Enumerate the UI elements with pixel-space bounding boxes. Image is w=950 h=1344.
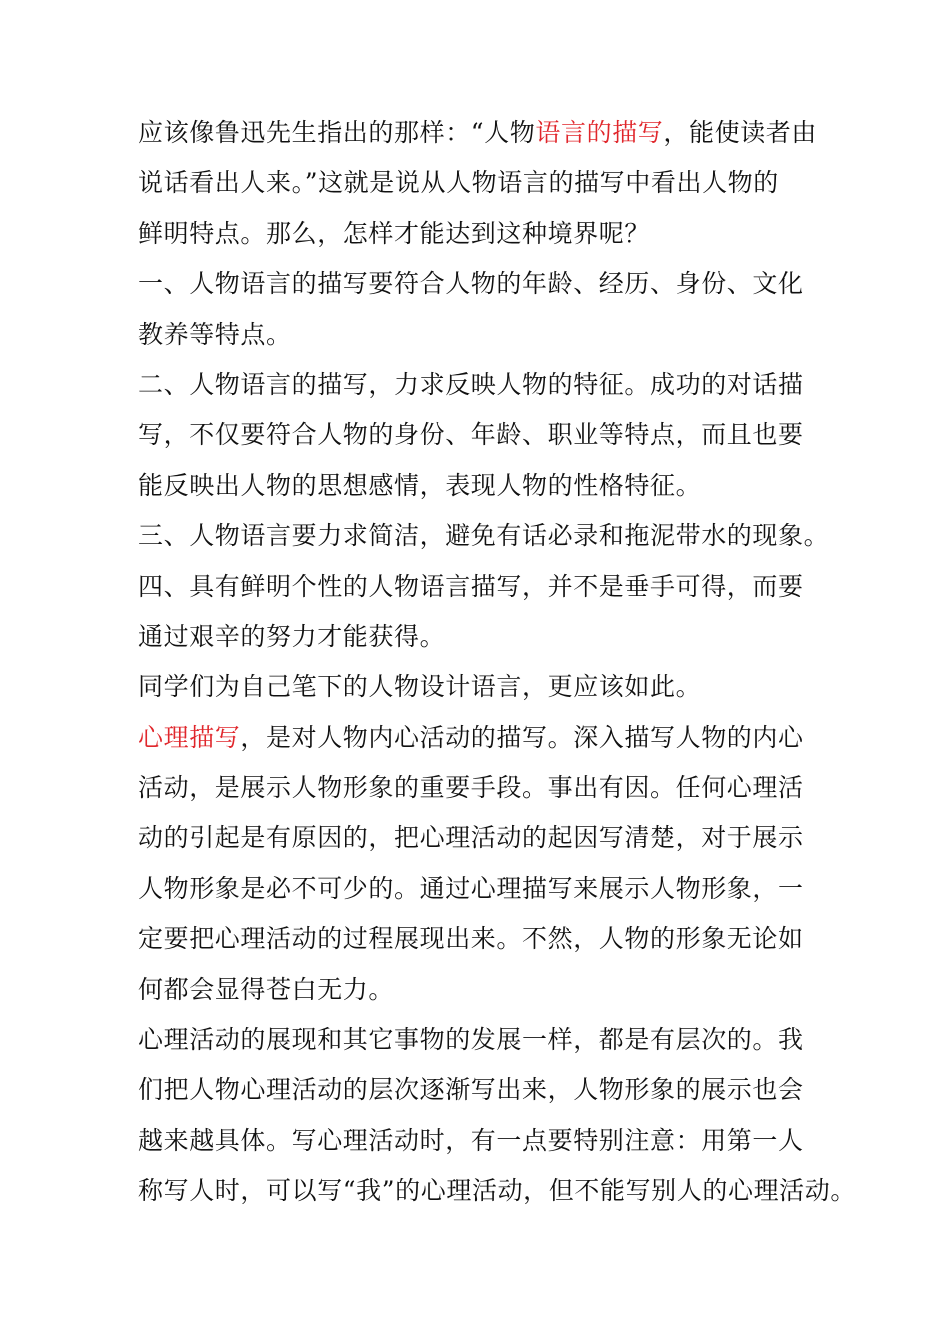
text-segment: 何都会显得苍白无力。 bbox=[138, 974, 395, 1004]
text-segment: 心理活动的展现和其它事物的发展一样，都是有层次的。我 bbox=[138, 1025, 804, 1055]
text-line bbox=[138, 259, 838, 309]
text-segment: 一、人物语言的描写要符合人物的年龄、经历、身份、文化 bbox=[138, 269, 804, 299]
text-segment: 定要把心理活动的过程展现出来。不然，人物的形象无论如 bbox=[138, 924, 804, 954]
text-line bbox=[138, 813, 838, 863]
text-segment: 活动，是展示人物形象的重要手段。事出有因。任何心理活 bbox=[138, 773, 804, 803]
text-line bbox=[138, 511, 838, 561]
highlighted-term: 心理描写 bbox=[138, 722, 241, 752]
text-line bbox=[138, 209, 838, 259]
text-line bbox=[138, 713, 838, 763]
text-segment: 能反映出人物的思想感情，表现人物的性格特征。 bbox=[138, 470, 702, 500]
text-line bbox=[138, 1065, 838, 1115]
text-segment: 应该像鲁迅先生指出的那样：“人物 bbox=[138, 118, 536, 147]
text-line bbox=[138, 662, 838, 712]
highlighted-term: 语言的描写 bbox=[535, 118, 664, 147]
text-segment: 人物形象是必不可少的。通过心理描写来展示人物形象，一 bbox=[138, 873, 804, 903]
text-line bbox=[138, 864, 838, 914]
text-segment: 写，不仅要符合人物的身份、年龄、职业等特点，而且也要 bbox=[138, 420, 804, 450]
text-line bbox=[138, 763, 838, 813]
text-line bbox=[138, 1015, 838, 1065]
text-segment: 鲜明特点。那么，怎样才能达到这种境界呢？ bbox=[138, 218, 651, 248]
text-line bbox=[138, 410, 838, 460]
text-segment: 说话看出人来。”这就是说从人物语言的描写中看出人物的 bbox=[138, 168, 779, 198]
text-segment: 称写人时，可以写“我”的心理活动，但不能写别人的心理活动。 bbox=[138, 1176, 856, 1206]
text-segment: ，是对人物内心活动的描写。深入描写人物的内心 bbox=[240, 722, 804, 752]
text-segment: ，能使读者由 bbox=[663, 118, 818, 147]
text-line bbox=[138, 158, 838, 208]
text-segment: 二、人物语言的描写，力求反映人物的特征。成功的对话描 bbox=[138, 369, 804, 399]
text-segment: 同学们为自己笔下的人物设计语言，更应该如此。 bbox=[138, 672, 702, 702]
text-line bbox=[138, 965, 838, 1015]
text-segment: 动的引起是有原因的，把心理活动的起因写清楚，对于展示 bbox=[138, 823, 804, 853]
text-line bbox=[138, 914, 838, 964]
document-body bbox=[138, 108, 856, 1217]
text-line bbox=[138, 1166, 856, 1216]
text-segment: 四、具有鲜明个性的人物语言描写，并不是垂手可得，而要 bbox=[138, 571, 804, 601]
text-line bbox=[138, 612, 838, 662]
text-segment: 越来越具体。写心理活动时，有一点要特别注意：用第一人 bbox=[138, 1125, 804, 1155]
text-segment: 三、人物语言要力求简洁，避免有话必录和拖泥带水的现象。 bbox=[138, 521, 830, 551]
text-line bbox=[138, 108, 838, 158]
text-line bbox=[138, 310, 838, 360]
text-segment: 教养等特点。 bbox=[138, 319, 292, 349]
text-line bbox=[138, 1116, 838, 1166]
text-segment: 们把人物心理活动的层次逐渐写出来，人物形象的展示也会 bbox=[138, 1075, 804, 1105]
text-line bbox=[138, 360, 838, 410]
text-segment: 通过艰辛的努力才能获得。 bbox=[138, 621, 446, 651]
text-line bbox=[138, 461, 838, 511]
text-line bbox=[138, 562, 838, 612]
